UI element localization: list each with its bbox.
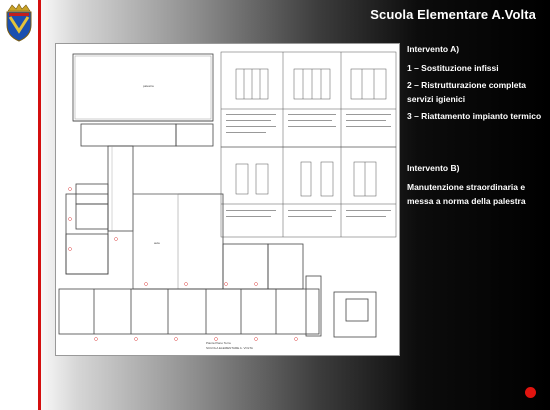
drawing-footer-a: Pianta Piano Terra: [206, 341, 231, 345]
list-item: 2 – Ristrutturazione completa servizi igienici: [407, 80, 527, 104]
drawing-footer-b: SCUOLA ELEMENTARE A. VOLTA: [206, 346, 253, 350]
accent-line: [38, 0, 41, 410]
intervento-b-heading: Intervento B): [407, 163, 460, 173]
red-dot-icon: [525, 387, 536, 398]
left-sidebar: [0, 0, 38, 410]
intervento-a-heading: Intervento A): [407, 44, 460, 54]
drawing-label-room: aula: [154, 241, 160, 245]
floor-plan-drawing: [55, 43, 400, 356]
list-item: 1 – Sostituzione infissi: [407, 63, 499, 73]
interventions-panel: [407, 44, 543, 208]
page-title: Scuola Elementare A.Volta: [370, 7, 536, 22]
drawing-label-gym: palestra: [143, 84, 154, 88]
coat-of-arms-logo: [4, 3, 34, 43]
intervento-b-text: Manutenzione straordinaria e messa a norma della palestra: [407, 182, 526, 206]
intervento-a-list: [407, 61, 543, 123]
list-item: 3 – Riattamento impianto termico: [407, 111, 542, 121]
